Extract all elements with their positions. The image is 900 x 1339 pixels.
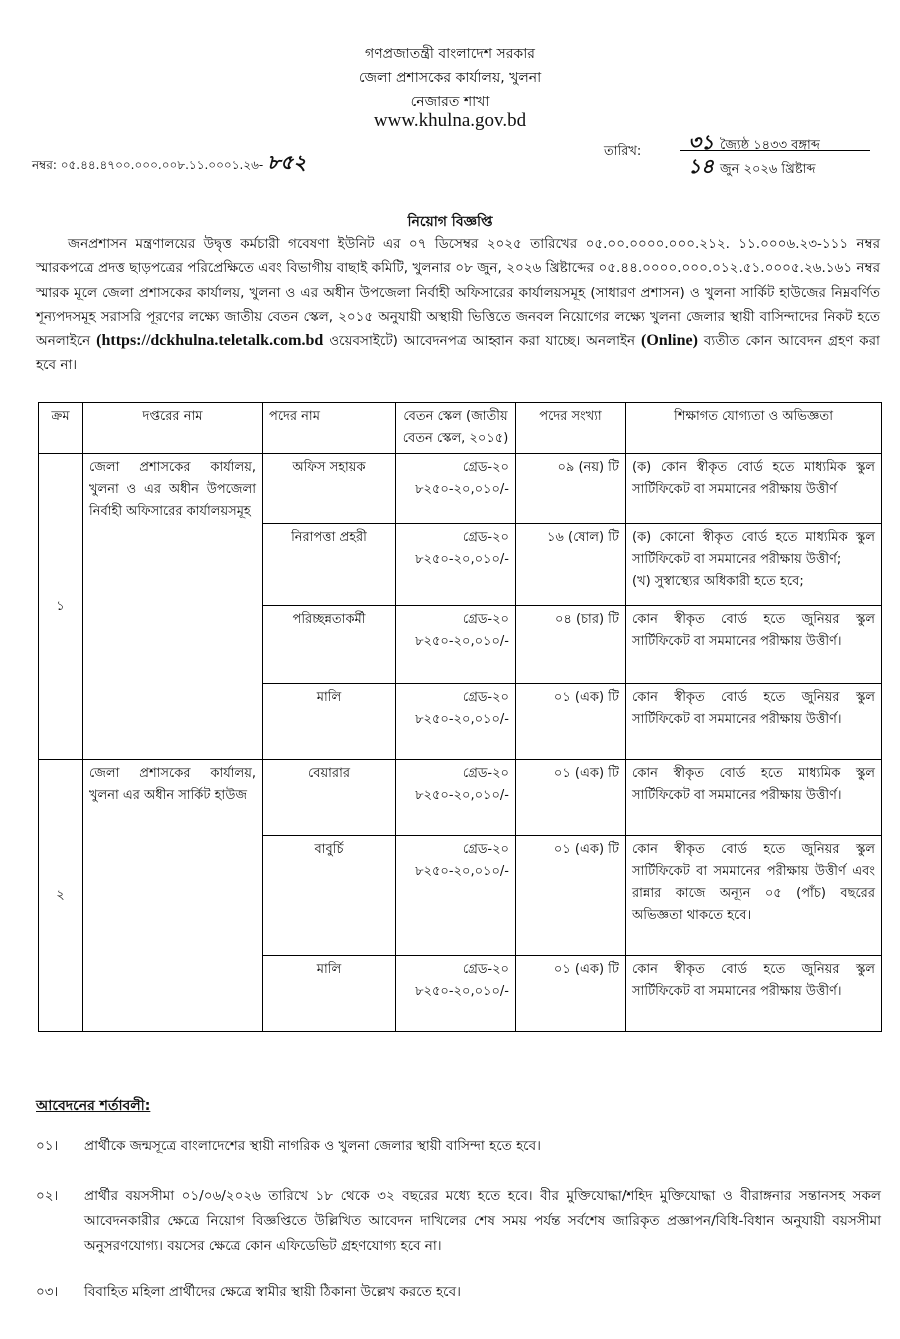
qualification-cell: (ক) কোন স্বীকৃত বোর্ড হতে মাধ্যমিক স্কুল সার্টিফিকেট বা সমমানের পরীক্ষায় উত্তীর্ণ xyxy=(626,454,882,524)
grade-text: গ্রেড-২০ xyxy=(462,842,509,857)
memo-label: নম্বর: ০৫.৪৪.৪৭০০.০০০.০০৮.১১.০০০১.২৬- xyxy=(32,158,264,172)
scale-text: ৮২৫০-২০,০১০/- xyxy=(415,482,509,497)
office-cell: জেলা প্রশাসকের কার্যালয়, খুলনা ও এর অধীন উপজেলা নির্বাহী অফিসারের কার্যালয়সমূহ xyxy=(83,454,263,760)
col-header-office: দপ্তরের নাম xyxy=(83,403,263,454)
post-cell: অফিস সহায়ক xyxy=(263,454,396,524)
notice-title: নিয়োগ বিজ্ঞপ্তি xyxy=(407,214,493,230)
post-cell: মালি xyxy=(263,684,396,760)
grade-text: গ্রেড-২০ xyxy=(462,766,509,781)
intro-paragraph xyxy=(36,232,880,378)
serial-cell: ২ xyxy=(39,760,83,1032)
date-eng-rest: জুন ২০২৬ খ্রিষ্টাব্দ xyxy=(719,162,816,177)
office-cell: জেলা প্রশাসকের কার্যালয়, খুলনা এর অধীন সার্কিট হাউজ xyxy=(83,760,263,1032)
post-cell: মালি xyxy=(263,956,396,1032)
grade-text: গ্রেড-২০ xyxy=(462,530,509,545)
date-eng-day: ১৪ xyxy=(688,154,714,178)
intro-url: (https://dckhulna.teletalk.com.bd xyxy=(96,332,324,350)
qualification-cell: কোন স্বীকৃত বোর্ড হতে জুনিয়র স্কুল সার্টিফিকেট বা সমমানের পরীক্ষায় উত্তীর্ণ এবং রান্নার কাজে অন্যূন ০৫ (পাঁচ) বছরের অভিজ্ঞতা থাকতে হবে। xyxy=(626,836,882,956)
post-cell: নিরাপত্তা প্রহরী xyxy=(263,524,396,606)
scale-cell xyxy=(396,524,516,606)
grade-text: গ্রেড-২০ xyxy=(462,460,509,475)
scale-cell xyxy=(396,606,516,684)
table-header-row xyxy=(39,403,882,454)
scale-text: ৮২৫০-২০,০১০/- xyxy=(415,788,509,803)
count-cell: ০১ (এক) টি xyxy=(516,684,626,760)
scale-text: ৮২৫০-২০,০১০/- xyxy=(415,552,509,567)
condition-item xyxy=(36,1134,881,1159)
qualification-cell: কোন স্বীকৃত বোর্ড হতে জুনিয়র স্কুল সার্টিফিকেট বা সমমানের পরীক্ষায় উত্তীর্ণ। xyxy=(626,956,882,1032)
count-cell: ০১ (এক) টি xyxy=(516,836,626,956)
qualification-cell: কোন স্বীকৃত বোর্ড হতে জুনিয়র স্কুল সার্টিফিকেট বা সমমানের পরীক্ষায় উত্তীর্ণ। xyxy=(626,684,882,760)
condition-number: ০২। xyxy=(36,1188,59,1204)
table-row xyxy=(39,454,882,524)
scale-text: ৮২৫০-২০,০১০/- xyxy=(415,864,509,879)
count-cell: ০৯ (নয়) টি xyxy=(516,454,626,524)
intro-part2: ওয়েবসাইটে) আবেদনপত্র আহ্বান করা যাচ্ছে। অনলাইন xyxy=(329,333,636,350)
condition-text: প্রার্থীর বয়সসীমা ০১/০৬/২০২৬ তারিখে ১৮ থেকে ৩২ বছরের মধ্যে হতে হবে। বীর মুক্তিযোদ্ধা/শহিদ মুক্তিযোদ্ধা ও বীরাঙ্গনার সন্তানসহ সকল আবেদনকারীর ক্ষেত্রে নিয়োগ বিজ্ঞপ্তিতে উল্লিখিত আবেদন দাখিলের শেষ সময় পর্যন্ত সর্বশেষ জারিকৃত প্রজ্ঞাপন/বিধি-বিধান অনুযায়ী বয়সসীমা অনুসরণযোগ্য। বয়সের ক্ষেত্রে কোন এফিডেভিট গ্রহণযোগ্য হবে না। xyxy=(84,1188,881,1254)
header-office: জেলা প্রশাসকের কার্যালয়, খুলনা xyxy=(358,70,542,86)
qualification-cell: কোন স্বীকৃত বোর্ড হতে মাধ্যমিক স্কুল সার্টিফিকেট বা সমমানের পরীক্ষায় উত্তীর্ণ। xyxy=(626,760,882,836)
memo-handwritten: ৮৫২ xyxy=(267,150,307,174)
condition-text: বিবাহিত মহিলা প্রার্থীদের ক্ষেত্রে স্বামীর স্থায়ী ঠিকানা উল্লেখ করতে হবে। xyxy=(84,1284,461,1300)
col-header-qualification: শিক্ষাগত যোগ্যতা ও অভিজ্ঞতা xyxy=(626,403,882,454)
scale-cell xyxy=(396,836,516,956)
serial-cell: ১ xyxy=(39,454,83,760)
scale-text: ৮২৫০-২০,০১০/- xyxy=(415,712,509,727)
date-label: তারিখ: xyxy=(604,144,642,159)
scale-cell xyxy=(396,454,516,524)
conditions-heading: আবেদনের শর্তাবলী: xyxy=(36,1098,151,1114)
date-bangla-rest: জ্যৈষ্ঠ ১৪৩৩ বঙ্গাব্দ xyxy=(719,138,820,153)
intro-part3: ব্যতীত কোন আবেদন গ্রহণ করা হবে না। xyxy=(36,333,880,374)
date-divider xyxy=(680,150,870,151)
date-english xyxy=(688,152,816,185)
scale-cell xyxy=(396,684,516,760)
qualification-cell xyxy=(626,524,882,606)
condition-number: ০৩। xyxy=(36,1284,59,1300)
count-cell: ০১ (এক) টি xyxy=(516,956,626,1032)
intro-part1: জনপ্রশাসন মন্ত্রণালয়ের উদ্বৃত্ত কর্মচারী গবেষণা ইউনিট এর ০৭ ডিসেম্বর ২০২৫ তারিখের ০৫.০০.০০০০.০০০.২১২. ১১.০০০৬.২৩-১১১ নম্বর স্মারকপত্রে প্রদত্ত ছাড়পত্রের পরিপ্রেক্ষিতে এবং বিভাগীয় বাছাই কমিটি, খুলনার ০৮ জুন, ২০২৬ খ্রিষ্টাব্দের ০৫.৪৪.০০০০.০০০.০১২.৫১.০০০৫.২৬.১৬১ নম্বর স্মারক মূলে জেলা প্রশাসকের কার্যালয়, খুলনা ও এর অধীন উপজেলা নির্বাহী অফিসারের কার্যালয়সমূহ (সাধারণ প্রশাসন) ও খুলনা সার্কিট হাউজের নিম্নবর্ণিত শূন্যপদসমূহ সরাসরি পূরণের লক্ষ্যে জাতীয় বেতন স্কেল, ২০১৫ অনুযায়ী অস্থায়ী ভিত্তিতে জনবল নিয়োগের লক্ষ্যে খুলনা জেলার স্থায়ী বাসিন্দাদের নিকট হতে অনলাইনে xyxy=(36,236,880,350)
header-website: www.khulna.gov.bd xyxy=(373,110,527,131)
count-cell: ১৬ (ষোল) টি xyxy=(516,524,626,606)
scale-text: ৮২৫০-২০,০১০/- xyxy=(415,984,509,999)
col-header-serial: ক্রম xyxy=(39,403,83,454)
scale-text: ৮২৫০-২০,০১০/- xyxy=(415,634,509,649)
post-cell: বাবুর্চি xyxy=(263,836,396,956)
scale-cell xyxy=(396,956,516,1032)
condition-item xyxy=(36,1280,881,1305)
col-header-post: পদের নাম xyxy=(263,403,396,454)
intro-online: (Online) xyxy=(641,332,698,350)
header-govt: গণপ্রজাতন্ত্রী বাংলাদেশ সরকার xyxy=(365,46,535,62)
grade-text: গ্রেড-২০ xyxy=(462,612,509,627)
post-cell: বেয়ারার xyxy=(263,760,396,836)
qualification-cell: কোন স্বীকৃত বোর্ড হতে জুনিয়র স্কুল সার্টিফিকেট বা সমমানের পরীক্ষায় উত্তীর্ণ। xyxy=(626,606,882,684)
table-row xyxy=(39,760,882,836)
grade-text: গ্রেড-২০ xyxy=(462,962,509,977)
col-header-count: পদের সংখ্যা xyxy=(516,403,626,454)
qualification-text-a: (ক) কোনো স্বীকৃত বোর্ড হতে মাধ্যমিক স্কুল সার্টিফিকেট বা সমমানের পরীক্ষায় উত্তীর্ণ; xyxy=(632,530,875,567)
scale-cell xyxy=(396,760,516,836)
memo-number xyxy=(32,148,306,181)
date-bangla-day: ৩১ xyxy=(688,130,714,154)
qualification-text-b: (খ) সুস্বাস্থ্যের অধিকারী হতে হবে; xyxy=(632,574,804,589)
post-cell: পরিচ্ছন্নতাকর্মী xyxy=(263,606,396,684)
condition-item xyxy=(36,1184,881,1259)
condition-number: ০১। xyxy=(36,1138,59,1154)
count-cell: ০৪ (চার) টি xyxy=(516,606,626,684)
condition-text: প্রার্থীকে জন্মসূত্রে বাংলাদেশের স্থায়ী নাগরিক ও খুলনা জেলার স্থায়ী বাসিন্দা হতে হবে। xyxy=(84,1138,541,1154)
count-cell: ০১ (এক) টি xyxy=(516,760,626,836)
posts-table xyxy=(38,402,882,1032)
header-section: নেজারত শাখা xyxy=(410,94,490,110)
grade-text: গ্রেড-২০ xyxy=(462,690,509,705)
col-header-scale: বেতন স্কেল (জাতীয় বেতন স্কেল, ২০১৫) xyxy=(396,403,516,454)
date-block xyxy=(604,128,874,178)
